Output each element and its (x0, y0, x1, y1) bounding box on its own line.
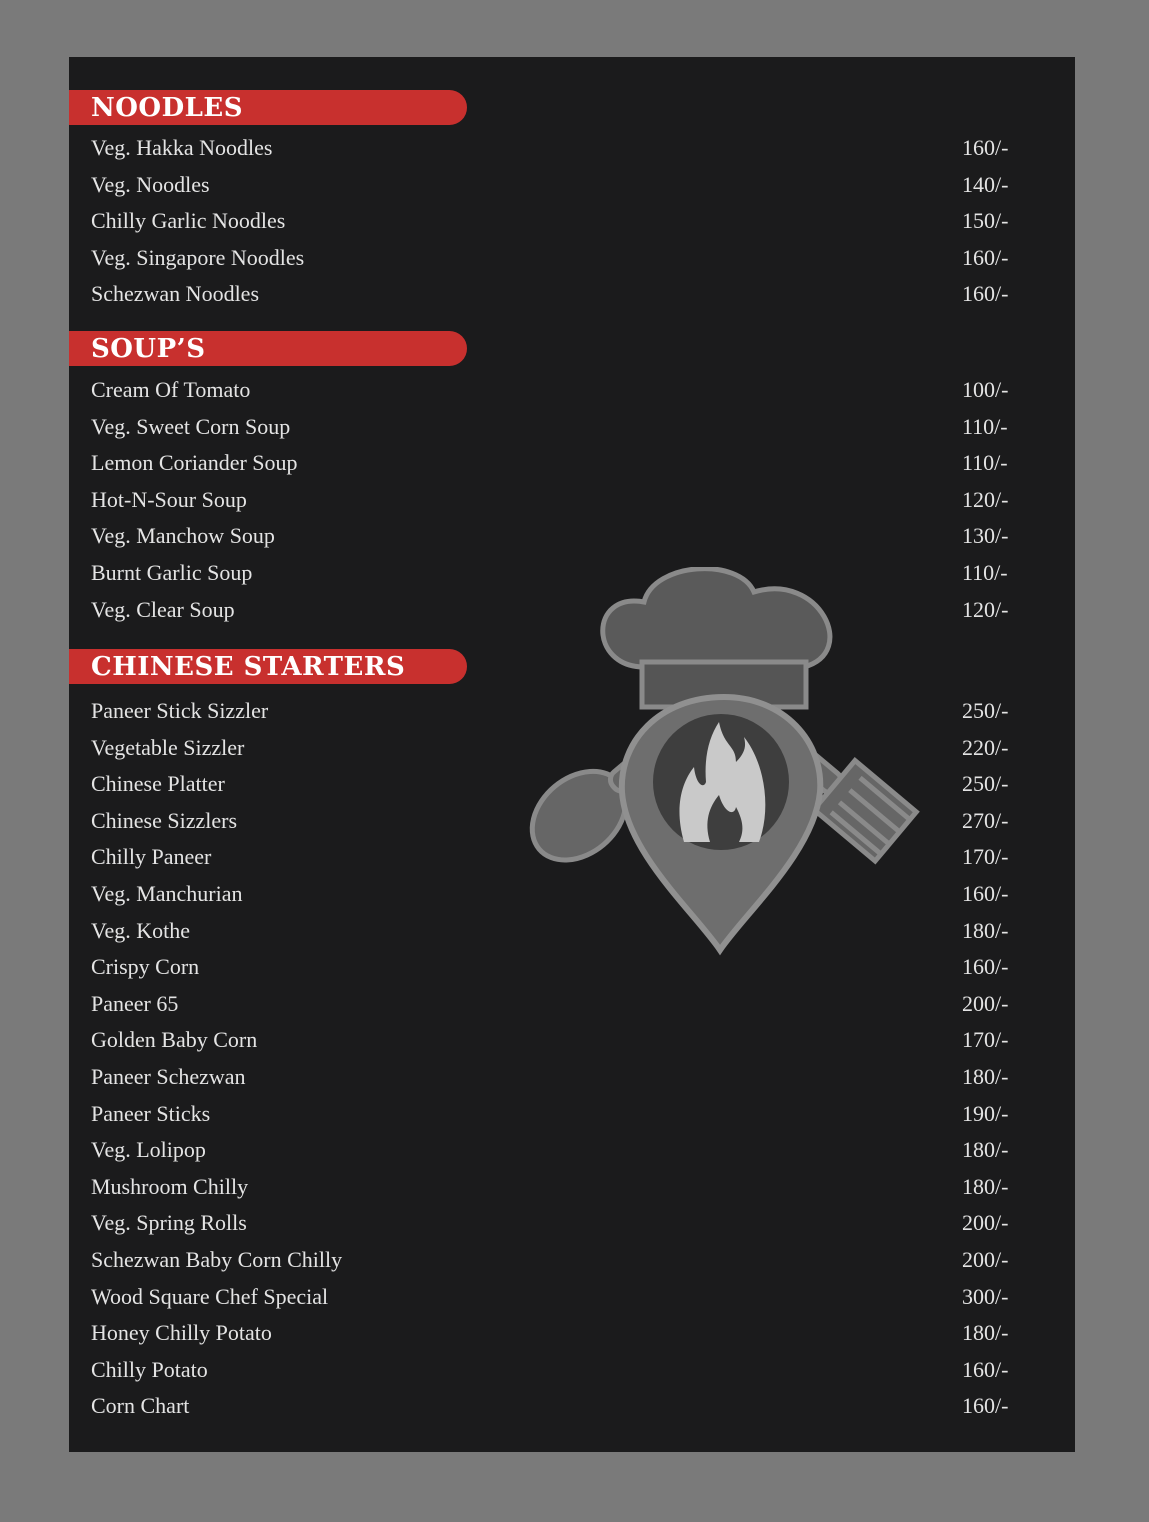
item-price: 160/- (962, 281, 1009, 307)
section-items-noodles (69, 131, 1075, 314)
item-name: Wood Square Chef Special (91, 1283, 329, 1309)
item-name: Chilly Garlic Noodles (91, 208, 286, 234)
menu-item (69, 1389, 1075, 1426)
item-price: 160/- (962, 954, 1009, 980)
section-items-soups (69, 373, 1075, 629)
menu-item (69, 731, 1075, 768)
item-price: 120/- (962, 486, 1009, 512)
item-name: Chilly Potato (91, 1356, 208, 1382)
item-price: 200/- (962, 1246, 1009, 1272)
item-price: 180/- (962, 1173, 1009, 1199)
item-name: Veg. Clear Soup (91, 596, 235, 622)
item-price: 180/- (962, 917, 1009, 943)
item-price: 110/- (962, 450, 1008, 476)
menu-item (69, 277, 1075, 314)
menu-item (69, 483, 1075, 520)
item-name: Lemon Coriander Soup (91, 450, 298, 476)
item-name: Chinese Platter (91, 771, 225, 797)
item-name: Vegetable Sizzler (91, 734, 245, 760)
item-price: 160/- (962, 1393, 1009, 1419)
menu-item (69, 987, 1075, 1024)
item-price: 220/- (962, 734, 1009, 760)
item-price: 150/- (962, 208, 1009, 234)
item-name: Veg. Hakka Noodles (91, 135, 273, 160)
item-name: Veg. Singapore Noodles (91, 244, 305, 270)
menu-item (69, 1353, 1075, 1390)
item-name: Veg. Lolipop (91, 1137, 206, 1163)
item-name: Paneer Sticks (91, 1100, 211, 1126)
menu-item (69, 1243, 1075, 1280)
menu-item (69, 593, 1075, 630)
item-name: Burnt Garlic Soup (91, 559, 253, 585)
item-price: 110/- (962, 413, 1008, 439)
item-price: 140/- (962, 171, 1009, 197)
item-name: Corn Chart (91, 1393, 190, 1419)
item-price: 250/- (962, 771, 1009, 797)
item-name: Chinese Sizzlers (91, 807, 238, 833)
item-price: 180/- (962, 1137, 1009, 1163)
section-title: CHINESE STARTERS (91, 652, 406, 682)
menu-item (69, 556, 1075, 593)
item-price: 170/- (962, 1027, 1009, 1053)
section-title: SOUP’S (91, 334, 206, 364)
item-price: 200/- (962, 1210, 1009, 1236)
item-price: 160/- (962, 244, 1009, 270)
section-banner-soups (69, 331, 467, 366)
section-title: NOODLES (91, 93, 243, 123)
menu-item (69, 1133, 1075, 1170)
item-name: Paneer Stick Sizzler (91, 698, 269, 723)
item-name: Veg. Manchurian (91, 880, 243, 906)
item-name: Golden Baby Corn (91, 1027, 258, 1053)
item-price: 190/- (962, 1100, 1009, 1126)
menu-item (69, 204, 1075, 241)
item-name: Chilly Paneer (91, 844, 212, 870)
menu-item (69, 804, 1075, 841)
section-items-chinese-starters (69, 694, 1075, 1426)
menu-item (69, 168, 1075, 205)
menu-item (69, 410, 1075, 447)
item-price: 270/- (962, 807, 1009, 833)
item-price: 110/- (962, 559, 1008, 585)
item-name: Hot-N-Sour Soup (91, 486, 247, 512)
item-name: Honey Chilly Potato (91, 1320, 272, 1346)
menu-item (69, 1316, 1075, 1353)
item-price: 160/- (962, 135, 1009, 160)
item-price: 160/- (962, 880, 1009, 906)
item-name: Cream Of Tomato (91, 377, 251, 402)
menu-item (69, 1280, 1075, 1317)
item-price: 170/- (962, 844, 1009, 870)
section-banner-noodles (69, 90, 467, 125)
item-name: Veg. Kothe (91, 917, 190, 943)
menu-item (69, 1097, 1075, 1134)
item-price: 120/- (962, 596, 1009, 622)
item-name: Mushroom Chilly (91, 1173, 249, 1199)
menu-item (69, 767, 1075, 804)
item-price: 300/- (962, 1283, 1009, 1309)
item-name: Veg. Manchow Soup (91, 523, 275, 549)
menu-item (69, 1023, 1075, 1060)
menu-item (69, 840, 1075, 877)
item-name: Crispy Corn (91, 954, 200, 980)
item-price: 250/- (962, 698, 1009, 723)
item-name: Paneer Schezwan (91, 1063, 246, 1089)
menu-item (69, 241, 1075, 278)
item-price: 130/- (962, 523, 1009, 549)
menu-card (69, 57, 1075, 1452)
menu-item (69, 519, 1075, 556)
item-price: 100/- (962, 377, 1009, 402)
item-name: Veg. Sweet Corn Soup (91, 413, 291, 439)
menu-item (69, 1170, 1075, 1207)
menu-item (69, 131, 1075, 168)
item-name: Veg. Noodles (91, 171, 210, 197)
item-name: Veg. Spring Rolls (91, 1210, 247, 1236)
menu-item (69, 914, 1075, 951)
item-price: 200/- (962, 990, 1009, 1016)
section-banner-chinese-starters (69, 649, 467, 684)
menu-item (69, 1060, 1075, 1097)
item-name: Schezwan Baby Corn Chilly (91, 1246, 343, 1272)
menu-item (69, 1206, 1075, 1243)
menu-item (69, 694, 1075, 731)
menu-item (69, 877, 1075, 914)
menu-item (69, 373, 1075, 410)
menu-item (69, 446, 1075, 483)
item-name: Schezwan Noodles (91, 281, 260, 307)
menu-item (69, 950, 1075, 987)
item-price: 180/- (962, 1063, 1009, 1089)
item-price: 160/- (962, 1356, 1009, 1382)
item-price: 180/- (962, 1320, 1009, 1346)
item-name: Paneer 65 (91, 990, 179, 1016)
